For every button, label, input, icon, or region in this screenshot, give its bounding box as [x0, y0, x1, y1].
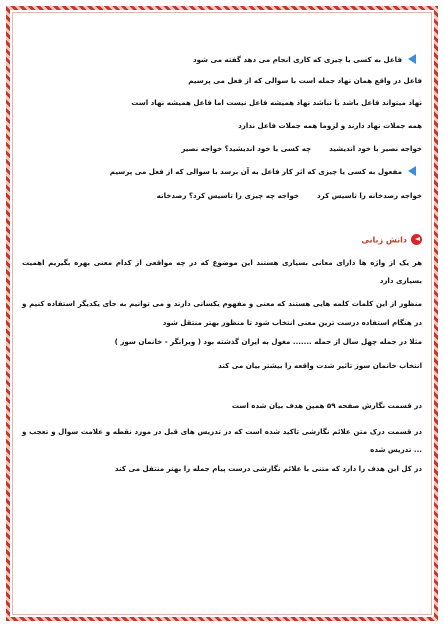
example-line [22, 190, 422, 201]
example-sentence: خواجه رصدخانه را تاسیس کرد [317, 191, 422, 200]
section-heading [22, 234, 422, 246]
object-definition-text: مفعول به کسی یا چیزی که اثر کار فاعل به آن برسد با سوالی که از فعل می پرسیم [109, 167, 402, 176]
bullet-arrow-icon [408, 54, 416, 64]
bullet-arrow-icon [408, 166, 416, 176]
example-sentence: خواجه نصیر با خود اندیشید [329, 144, 422, 153]
play-circle-icon [411, 234, 422, 245]
subject-definition-text: فاعل به کسی یا چیزی که کاری انجام می دهد گفته می شود [192, 55, 402, 64]
example-question: خواجه چه چیزی را تاسیس کرد؟ رصدخانه [156, 191, 300, 200]
text-line: فاعل در واقع همان نهاد جمله است با سوالی که از فعل می پرسیم [188, 76, 422, 85]
paragraph: در قسمت درک متن علائم نگارشی تاکید شده است که در تدریس های قبل در مورد نقطه و علامت سوال و تعجب و ... تدریس شده [22, 427, 422, 454]
object-definition-line [22, 166, 416, 177]
example-line: مثلا در جمله چهل سال از حمله ....... مغول به ایران گذشته بود ( ویرانگر - خانمان سوز ) [114, 337, 422, 346]
section-title: دانش زبانی [361, 235, 407, 245]
subject-definition-line [22, 54, 416, 65]
text-line: نهاد میتواند فاعل باشد یا نباشد نهاد همیشه فاعل نیست اما فاعل همیشه نهاد است [131, 98, 422, 107]
text-line: همه جملات نهاد دارند و لزوما همه جملات فاعل ندارد [238, 121, 422, 130]
paragraph: هر یک از واژه ها دارای معانی بسیاری هستند این موضوع که در چه مواقعی از کدام معنی بهره بگیریم اهمیت بسیاری دارد [22, 258, 422, 285]
text-line: در قسمت نگارش صفحه ۵۹ همین هدف بیان شده است [231, 401, 422, 410]
document-body [22, 38, 422, 609]
paragraph: منظور از این کلمات کلمه هایی هستند که معنی و مفهوم یکسانی دارند و می توانیم به جای یکدیگر استفاده کنیم و در هنگام استفاده درست ترین معنی انتخاب شود تا منظور بهتر منتقل شود [22, 299, 422, 327]
text-line: انتخاب خانمان سوز تاثیر شدت واقعه را بیشتر بیان می کند [218, 361, 422, 370]
example-question: چه کسی با خود اندیشید؟ خواجه نصیر [181, 144, 312, 153]
text-line: در کل این هدف را دارد که متنی با علائم نگارشی درست پیام جمله را بهتر منتقل می کند [114, 464, 422, 473]
example-line [22, 143, 422, 154]
